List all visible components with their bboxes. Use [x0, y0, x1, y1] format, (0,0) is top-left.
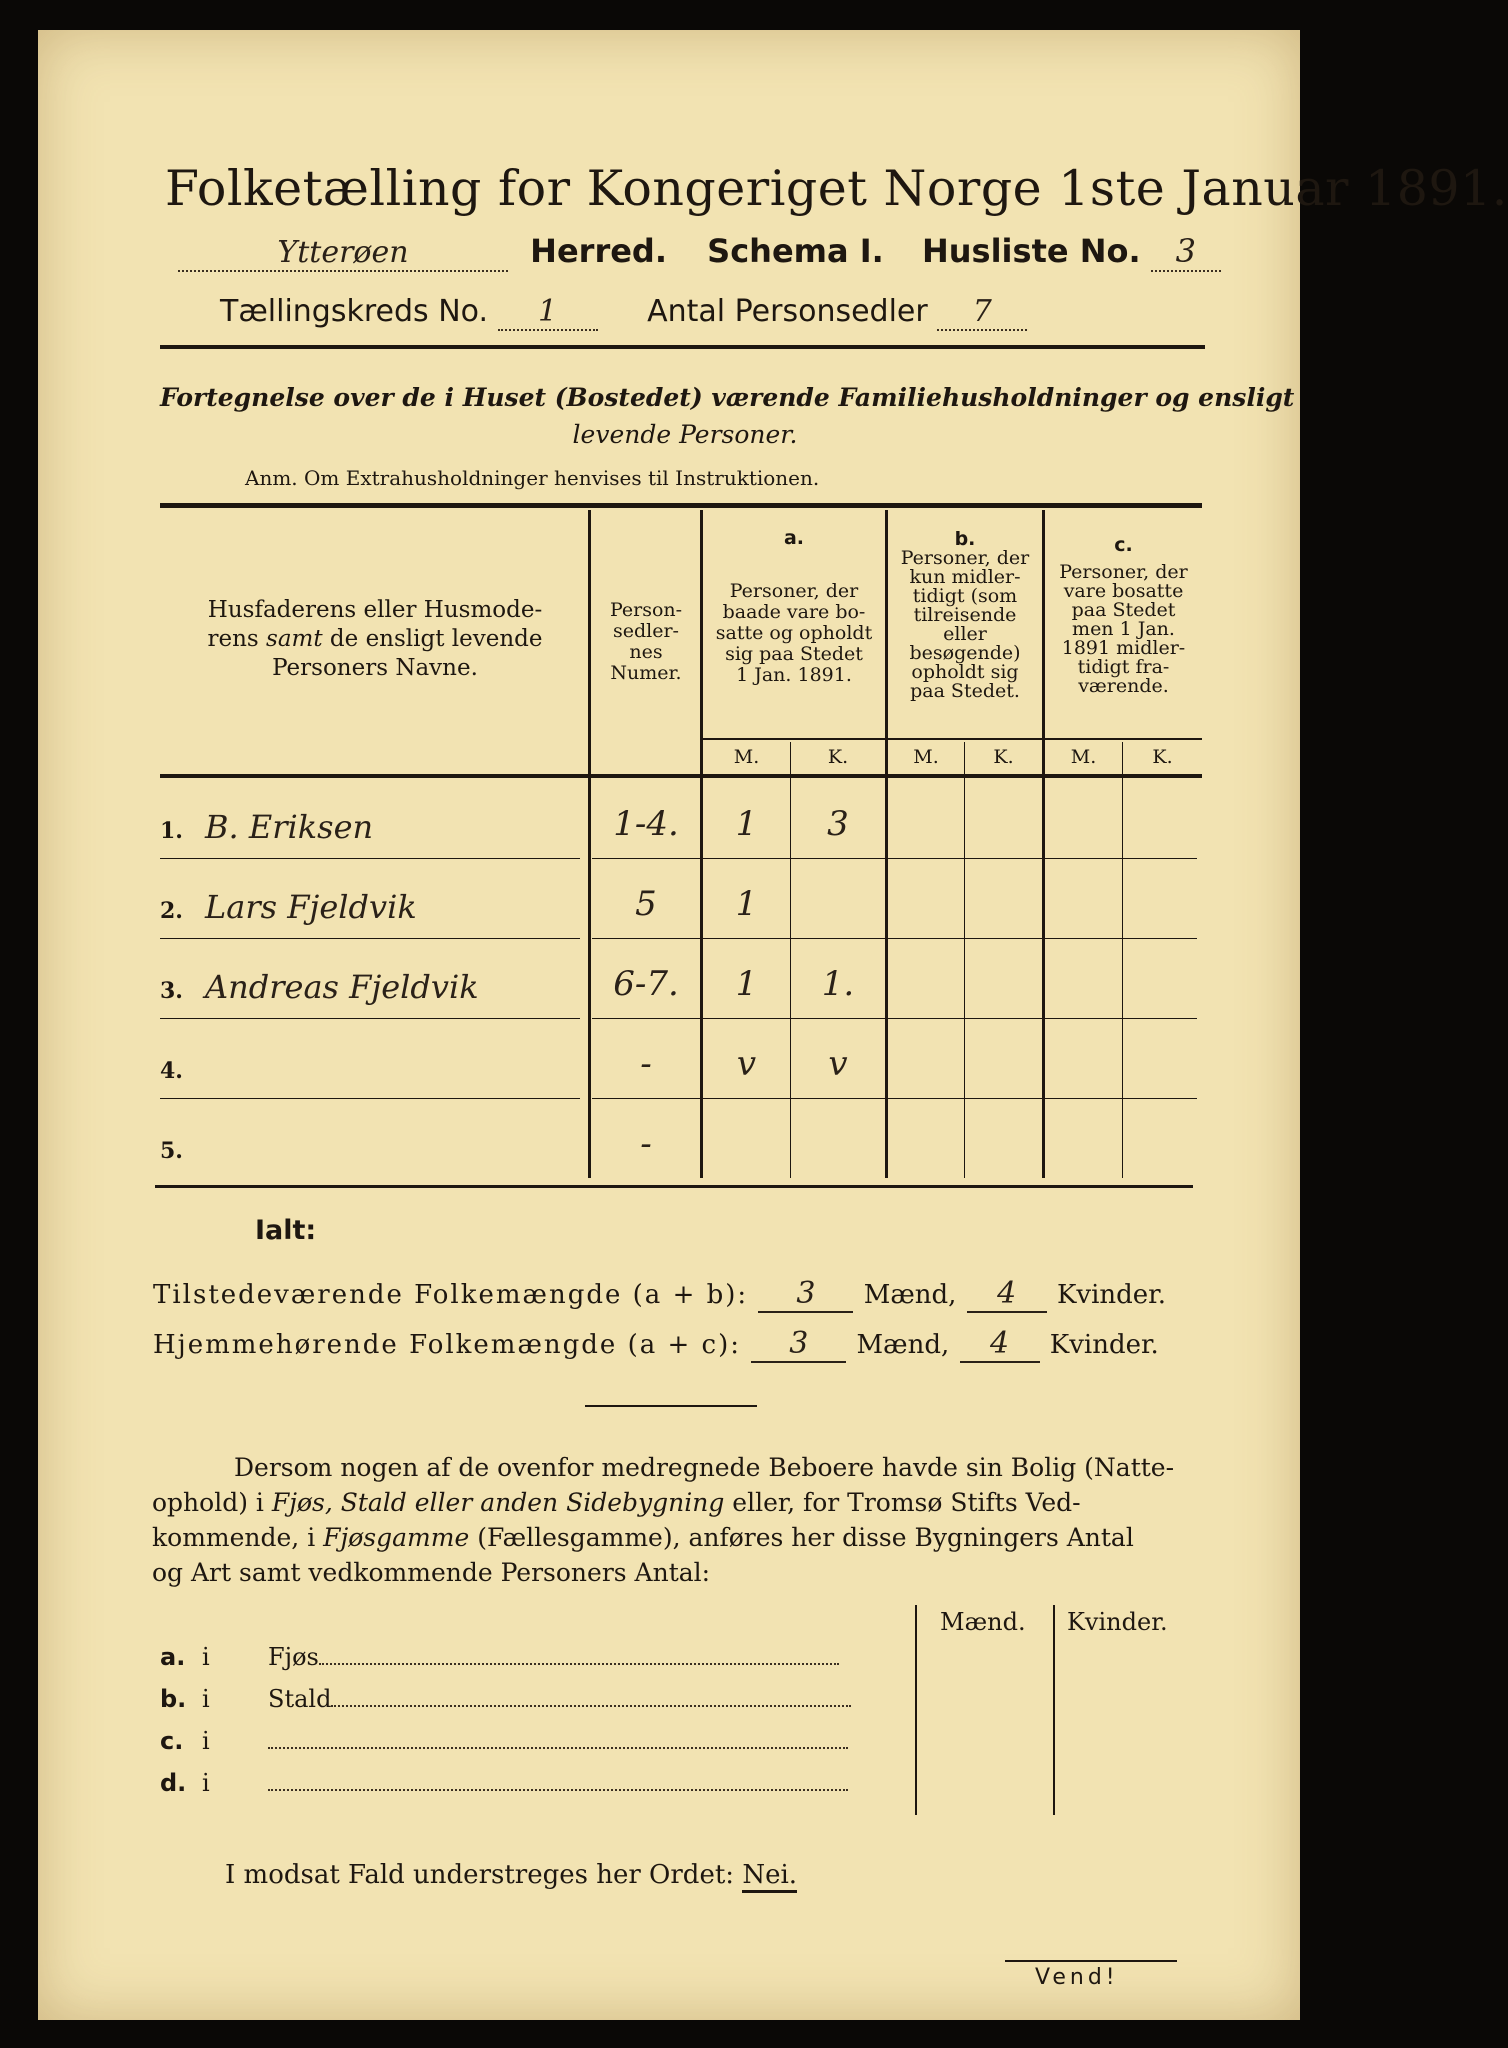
row-rule	[160, 858, 580, 859]
num-l1: Person-	[609, 599, 683, 621]
col-b-l8: paa Stedet.	[910, 680, 1020, 702]
herred-line	[178, 232, 1221, 272]
vend-rule	[1005, 1960, 1177, 1962]
totals-line1-maend-label: Mænd,	[863, 1280, 957, 1310]
header-rule	[160, 345, 1205, 349]
item-letter: a.	[160, 1643, 186, 1671]
item-dotted-line	[331, 1687, 851, 1707]
para-l3a: kommende, i	[152, 1523, 324, 1552]
names-header-l3: Personers Navne.	[272, 655, 478, 681]
kreds-value: 1	[498, 294, 598, 331]
col-b-l5: eller	[943, 623, 987, 645]
item-dotted-line	[319, 1645, 839, 1665]
item-dotted-line	[268, 1771, 848, 1791]
col-a-letter: a.	[783, 527, 805, 549]
item-dotted-line	[268, 1729, 848, 1749]
col-c-header	[1045, 536, 1202, 696]
col-divider	[964, 742, 965, 1178]
col-b-header	[888, 530, 1042, 701]
totals-line1	[153, 1276, 1166, 1313]
col-b-l7: opholdt sig	[911, 661, 1019, 683]
totals-line1-kvinder: 4	[967, 1276, 1047, 1313]
row-rule	[160, 1098, 580, 1099]
row-number: 1.	[160, 818, 183, 844]
num-l2: sedler-	[613, 620, 679, 642]
col-a-m: M.	[733, 746, 760, 768]
row-name: Lars Fjeldvik	[205, 888, 417, 926]
col-divider	[1122, 742, 1123, 1178]
vend-text: Vend!	[1035, 1965, 1119, 1990]
row-rule	[160, 1018, 580, 1019]
col-divider	[588, 510, 591, 1178]
row-number: 2.	[160, 898, 183, 924]
col-a-l3: satte og opholdt	[715, 622, 873, 644]
para-l2a: ophold) i	[152, 1488, 272, 1517]
totals-line1-kvinder-label: Kvinder.	[1056, 1280, 1167, 1310]
building-item	[160, 1643, 839, 1671]
item-i: i	[202, 1643, 210, 1671]
para-l3c: (Fællesgamme), anføres her disse Bygningers Antal	[469, 1523, 1134, 1552]
kreds-line	[220, 294, 1027, 331]
cell-num: 1-4.	[613, 804, 679, 844]
col-b-m: M.	[913, 746, 939, 768]
bottom-col-divider	[1053, 1605, 1055, 1815]
totals-line1-maend: 3	[758, 1276, 853, 1313]
number-column-header	[592, 600, 700, 684]
item-letter: d.	[160, 1769, 187, 1797]
schema-label: Schema I.	[707, 232, 884, 270]
names-header-l2b: samt	[266, 626, 323, 652]
row-number: 3.	[160, 978, 183, 1004]
row-rule	[592, 1018, 1197, 1019]
kreds-label: Tællingskreds No.	[220, 294, 488, 329]
col-c-l3: paa Stedet	[1071, 599, 1176, 621]
herred-label: Herred.	[530, 232, 667, 270]
col-b-l6: besøgende)	[909, 642, 1021, 664]
item-i: i	[202, 1685, 210, 1713]
totals-line2-maend: 3	[751, 1326, 846, 1363]
num-l4: Numer.	[610, 662, 682, 684]
row-rule	[592, 1098, 1197, 1099]
names-header-l1: Husfaderens eller Husmode-	[207, 597, 543, 623]
mk-rule	[702, 738, 1202, 740]
item-letter: b.	[160, 1685, 187, 1713]
item-letter: c.	[160, 1727, 184, 1755]
para-l4: og Art samt vedkommende Personers Antal:	[152, 1558, 711, 1587]
cell-am: 1	[735, 884, 758, 924]
col-b-letter: b.	[954, 528, 976, 550]
subtitle-line2: levende Personer.	[572, 420, 798, 449]
col-b-k: K.	[993, 746, 1014, 768]
names-header-l2	[165, 625, 585, 654]
col-a-k: K.	[827, 746, 849, 768]
col-a-l5: 1 Jan. 1891.	[736, 664, 852, 686]
totals-line2-kvinder: 4	[960, 1326, 1040, 1363]
col-c-l5: 1891 midler-	[1061, 637, 1186, 659]
anm-note: Anm. Om Extrahusholdninger henvises til Instruktionen.	[245, 466, 820, 490]
building-item	[160, 1769, 848, 1797]
item-i: i	[202, 1769, 210, 1797]
item-label: Fjøs	[268, 1643, 319, 1671]
modsat-text: I modsat Fald understreges her Ordet:	[225, 1860, 735, 1890]
table-bottom-rule	[155, 1185, 1193, 1188]
cell-ak: v	[828, 1044, 848, 1084]
para-l3	[152, 1520, 1192, 1555]
para-l3b: Fjøsgamme	[323, 1523, 470, 1552]
cell-am: v	[736, 1044, 757, 1084]
bottom-maend-header: Mænd.	[940, 1608, 1026, 1636]
form-title: Folketælling for Kongeriget Norge 1ste Januar 1891.	[165, 160, 1508, 217]
nei-word: Nei.	[742, 1860, 797, 1893]
col-c-k: K.	[1152, 746, 1173, 768]
col-b-l2: kun midler-	[909, 566, 1021, 588]
bottom-col-divider	[915, 1605, 917, 1815]
husliste-value: 3	[1151, 232, 1221, 272]
para-l2	[152, 1485, 1192, 1520]
cell-num: 5	[635, 884, 657, 924]
col-c-l2: vare bosatte	[1063, 580, 1184, 602]
row-rule	[160, 938, 580, 939]
cell-num: -	[640, 1124, 652, 1164]
cell-am: 1	[735, 804, 758, 844]
section-divider	[585, 1405, 757, 1407]
col-c-l7: værende.	[1078, 675, 1169, 697]
para-l2b: Fjøs, Stald eller anden Sidebygning	[271, 1488, 725, 1517]
col-a-l4: sig paa Stedet	[725, 643, 863, 665]
totals-line2-kvinder-label: Kvinder.	[1049, 1330, 1159, 1360]
para-l1: Dersom nogen af de ovenfor medregnede Beboere havde sin Bolig (Natte-	[234, 1453, 1175, 1482]
names-header-l2a: rens	[207, 626, 267, 652]
row-rule	[592, 858, 1197, 859]
antal-label: Antal Personsedler	[647, 294, 928, 329]
col-c-letter: c.	[1114, 534, 1133, 556]
herred-value: Ytterøen	[178, 235, 508, 272]
row-rule	[592, 938, 1197, 939]
table-header-rule	[160, 774, 1202, 778]
building-item	[160, 1727, 848, 1755]
col-c-l4: men 1 Jan.	[1072, 618, 1175, 640]
antal-value: 7	[937, 294, 1027, 331]
col-b-l1: Personer, der	[900, 547, 1030, 569]
col-c-l1: Personer, der	[1059, 561, 1188, 583]
col-b-l3: tidigt (som	[912, 585, 1018, 607]
col-c-l6: tidigt fra-	[1077, 656, 1170, 678]
totals-line2-label: Hjemmehørende Folkemængde (a + c):	[153, 1330, 741, 1360]
row-number: 5.	[160, 1138, 183, 1164]
row-number: 4.	[160, 1058, 183, 1084]
ialt-label: Ialt:	[255, 1215, 317, 1246]
col-a-header	[703, 528, 885, 686]
cell-num: 6-7.	[613, 964, 679, 1004]
cell-am: 1	[735, 964, 758, 1004]
row-name: B. Eriksen	[205, 808, 374, 846]
table-top-rule	[160, 503, 1202, 508]
names-column-header	[165, 596, 585, 683]
col-c-m: M.	[1070, 746, 1097, 768]
col-a-l1: Personer, der	[729, 580, 859, 602]
instructions-paragraph	[152, 1450, 1192, 1590]
row-name: Andreas Fjeldvik	[205, 968, 479, 1006]
bottom-kvinder-header: Kvinder.	[1067, 1608, 1168, 1636]
item-label: Stald	[268, 1685, 332, 1713]
cell-ak: 1.	[821, 964, 855, 1004]
totals-line2	[153, 1326, 1159, 1363]
subtitle-line1: Fortegnelse over de i Huset (Bostedet) værende Familiehusholdninger og ensligt	[160, 383, 1295, 412]
col-a-l2: baade vare bo-	[722, 601, 866, 623]
building-item	[160, 1685, 851, 1713]
col-b-l4: tilreisende	[913, 604, 1017, 626]
item-i: i	[202, 1727, 210, 1755]
cell-ak: 3	[827, 804, 849, 844]
para-l2c: eller, for Tromsø Stifts Ved-	[724, 1488, 1081, 1517]
husliste-label: Husliste No.	[921, 232, 1141, 270]
names-header-l2c: de ensligt levende	[322, 626, 543, 652]
num-l3: nes	[629, 641, 663, 663]
modsat-line	[225, 1860, 797, 1890]
totals-line2-maend-label: Mænd,	[856, 1330, 950, 1360]
cell-num: -	[640, 1044, 652, 1084]
totals-line1-label: Tilstedeværende Folkemængde (a + b):	[153, 1280, 749, 1310]
